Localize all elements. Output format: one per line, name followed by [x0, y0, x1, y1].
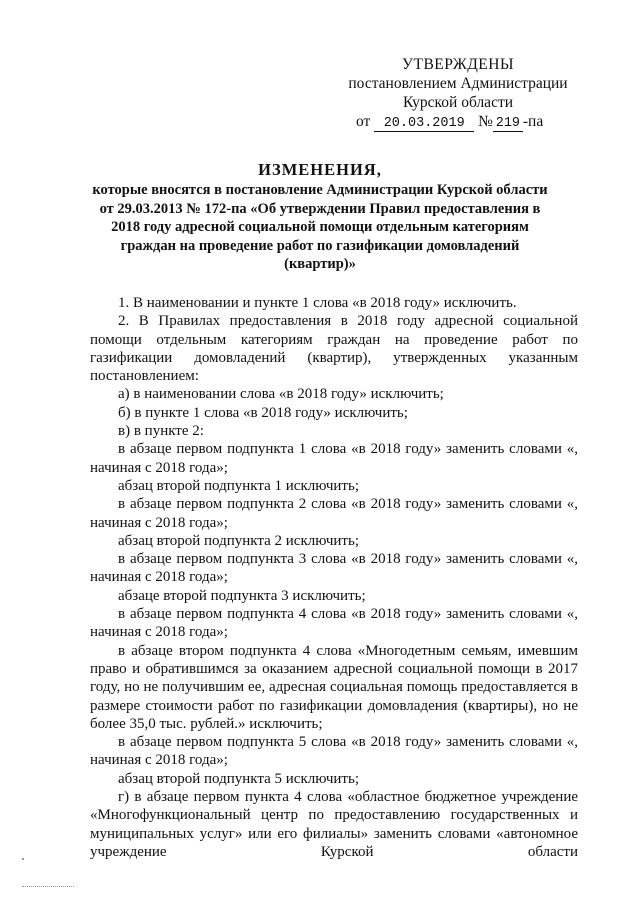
body-paragraph: в абзаце первом подпункта 5 слова «в 2018 году» заменить словами «, начиная с 2018 года»;	[90, 734, 578, 769]
body-paragraph: а) в наименовании слова «в 2018 году» исключить;	[118, 386, 444, 403]
document-subtitle: которые вносятся в постановление Администрации Курской области от 29.03.2013 № 172-па «Об утверждении Правил предоставления в 2018 году адресной социальной помощи отдельным категориям граждан на проведение работ по газификации домовладений (квартир)»	[92, 182, 548, 272]
approval-date-line	[338, 112, 578, 132]
document-body	[90, 294, 578, 861]
body-paragraph: в абзаце первом подпункта 3 слова «в 2018 году» заменить словами «, начиная с 2018 года»;	[90, 551, 578, 586]
body-paragraph: в абзаце первом подпункта 1 слова «в 2018 году» заменить словами «, начиная с 2018 года»;	[90, 441, 578, 476]
body-paragraph: абзац второй подпункта 1 исключить;	[118, 477, 359, 494]
approval-line-1: постановлением Администрации	[348, 75, 568, 92]
body-paragraph: г) в абзаце первом пункта 4 слова «областное бюджетное учреждение «Многофункциональный центр по предоставлению государственных и муниципальных услуг» или его филиалы» заменить словами «автономное учреждение Курской области	[90, 789, 578, 860]
approval-line-2: Курской области	[402, 94, 514, 111]
body-paragraph: 2. В Правилах предоставления в 2018 году адресной социальной помощи отдельным категориям граждан на проведение работ по газификации домовладений (квартир), утвержденных указанным постановлением:	[90, 313, 578, 385]
title-block	[85, 160, 555, 274]
approval-number: 219	[493, 116, 523, 132]
from-label: от	[356, 113, 371, 130]
approval-block	[338, 55, 578, 132]
approval-number-suffix: -па	[522, 113, 544, 130]
body-paragraph: в абзаце первом подпункта 4 слова «в 2018 году» заменить словами «, начиная с 2018 года»;	[90, 606, 578, 641]
scan-edge-line	[22, 886, 74, 888]
body-paragraph: в абзаце втором подпункта 4 слова «Многодетным семьям, имевшим право и обратившимся за оказанием адресной социальной помощи в 2017 году, но не получившим ее, адресная социальная помощь предоставляется в размере стоимости работ по газификации домовладения (квартиры), но не более 35,0 тыс. рублей.» исключить;	[90, 642, 578, 732]
body-paragraph: абзаце второй подпункта 3 исключить;	[118, 587, 366, 604]
scan-mark	[22, 858, 24, 860]
body-paragraph: в абзаце первом подпункта 2 слова «в 2018 году» заменить словами «, начиная с 2018 года»;	[90, 496, 578, 531]
body-paragraph: абзац второй подпункта 2 исключить;	[118, 532, 359, 549]
body-paragraph: абзац второй подпункта 5 исключить;	[118, 770, 359, 787]
body-paragraph: 1. В наименовании и пункте 1 слова «в 2018 году» исключить.	[118, 295, 517, 311]
body-paragraph: б) в пункте 1 слова «в 2018 году» исключить;	[118, 404, 408, 421]
approval-heading: УТВЕРЖДЕНЫ	[402, 56, 514, 73]
document-title: ИЗМЕНЕНИЯ,	[258, 160, 382, 179]
approval-date: 20.03.2019	[374, 116, 474, 132]
body-paragraph: в) в пункте 2:	[118, 423, 204, 440]
number-label: №	[478, 113, 493, 130]
